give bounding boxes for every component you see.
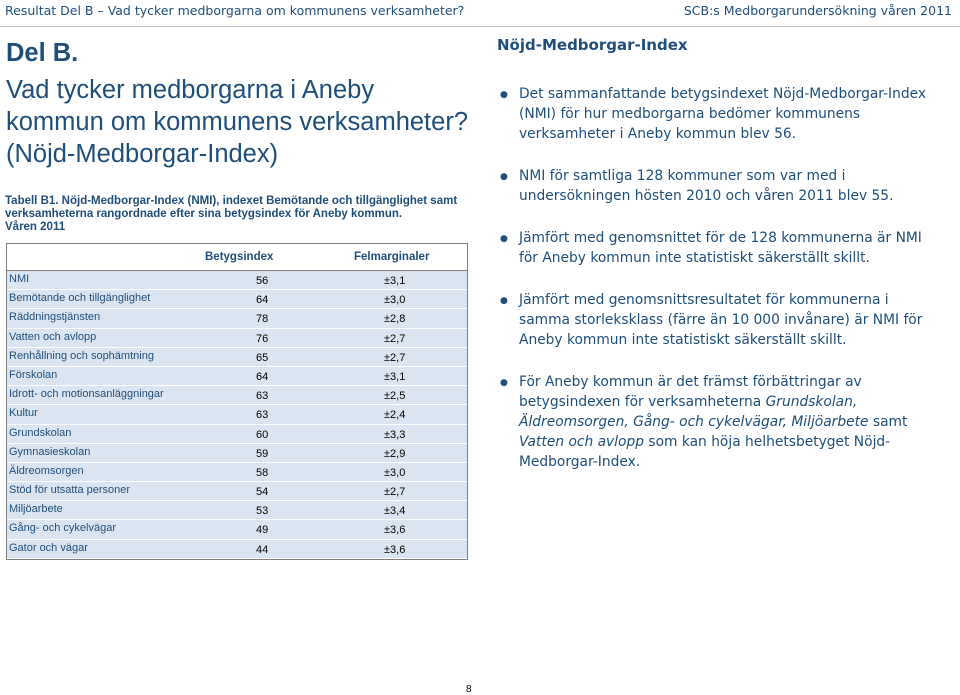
table-row bbox=[7, 405, 467, 424]
row-margin: ±3,6 bbox=[384, 524, 406, 537]
row-margin: ±2,7 bbox=[384, 486, 406, 499]
row-margin: ±3,0 bbox=[384, 294, 406, 307]
row-score: 59 bbox=[256, 447, 269, 460]
page-number: 8 bbox=[466, 684, 472, 695]
row-name: Gymnasieskolan bbox=[9, 445, 91, 458]
table-row bbox=[7, 501, 467, 520]
row-name: Äldreomsorgen bbox=[9, 464, 84, 477]
row-name: Räddningstjänsten bbox=[9, 311, 101, 324]
summary-item-text: Jämfört med genomsnittet för de 128 kommunerna är NMI för Aneby kommun inte statistiskt säkerställt skillt. bbox=[519, 230, 922, 266]
row-margin: ±3,4 bbox=[384, 505, 406, 518]
row-margin: ±3,1 bbox=[384, 370, 406, 383]
row-score: 76 bbox=[256, 332, 269, 345]
summary-text-items: Grundskolan, Äldreomsorgen, Gång- och cykelvägar, Miljöarbete bbox=[519, 394, 869, 430]
bullet-icon: ● bbox=[500, 90, 508, 100]
table-caption-text: Tabell B1. Nöjd-Medborgar-Index (NMI), indexet Bemötande och tillgänglighet samt verksamheterna rangordnade efter sina betygsindex för Aneby kommun. bbox=[5, 195, 458, 220]
summary-text-last: Vatten och avlopp bbox=[519, 434, 645, 450]
summary-text-mid: samt bbox=[868, 414, 908, 430]
row-margin: ±3,3 bbox=[384, 428, 406, 441]
row-name: Vatten och avlopp bbox=[9, 330, 97, 343]
row-margin: ±2,9 bbox=[384, 447, 406, 460]
bullet-icon: ● bbox=[500, 234, 508, 244]
row-score: 63 bbox=[256, 409, 269, 422]
summary-title: Nöjd-Medborgar-Index bbox=[497, 36, 688, 54]
table-row bbox=[7, 386, 467, 405]
row-name: Kultur bbox=[9, 407, 38, 420]
row-score: 65 bbox=[256, 351, 269, 364]
nmi-table bbox=[6, 243, 468, 560]
bullet-icon: ● bbox=[500, 378, 508, 388]
header-left-text: Resultat Del B – Vad tycker medborgarna om kommunens verksamheter? bbox=[5, 3, 465, 18]
row-score: 44 bbox=[256, 543, 269, 556]
table-row bbox=[7, 463, 467, 482]
bullet-icon: ● bbox=[500, 172, 508, 182]
row-name: Renhållning och sophämtning bbox=[9, 349, 154, 362]
row-score: 56 bbox=[256, 275, 269, 287]
summary-item-text: Det sammanfattande betygsindexet Nöjd-Medborgar-Index (NMI) för hur medborgarna bedömer kommunens verksamheter i Aneby kommun blev 56. bbox=[519, 86, 927, 142]
table-row bbox=[7, 425, 467, 444]
row-margin: ±2,4 bbox=[384, 409, 406, 422]
bullet-icon: ● bbox=[500, 296, 508, 306]
row-score: 49 bbox=[256, 524, 269, 537]
table-row bbox=[7, 520, 467, 539]
table-row bbox=[7, 540, 467, 559]
row-margin: ±2,7 bbox=[384, 351, 406, 364]
table-row bbox=[7, 309, 467, 328]
row-margin: ±2,5 bbox=[384, 390, 406, 403]
summary-item-text: NMI för samtliga 128 kommuner som var med i undersökningen hösten 2010 och våren 2011 blev 55. bbox=[519, 168, 894, 204]
heading-title: Vad tycker medborgarna i Aneby kommun om kommunens verksamheter? (Nöjd-Medborgar-Index) bbox=[6, 76, 469, 168]
row-score: 64 bbox=[256, 294, 269, 307]
row-score: 58 bbox=[256, 466, 269, 479]
row-margin: ±3,0 bbox=[384, 466, 406, 479]
table-row bbox=[7, 367, 467, 386]
summary-panel bbox=[497, 36, 937, 494]
table-row bbox=[7, 482, 467, 501]
summary-list bbox=[497, 84, 937, 472]
summary-text-post: som kan höja helhetsbetyget Nöjd-Medborgar-Index. bbox=[519, 434, 891, 470]
row-name: NMI bbox=[9, 273, 30, 285]
row-score: 64 bbox=[256, 370, 269, 383]
header-right-text: SCB:s Medborgarundersökning våren 2011 bbox=[683, 3, 952, 18]
summary-item-text bbox=[519, 374, 907, 470]
row-score: 53 bbox=[256, 505, 269, 518]
summary-item bbox=[500, 228, 937, 268]
row-name: Miljöarbete bbox=[9, 503, 63, 516]
table-row bbox=[7, 348, 467, 367]
table-body bbox=[7, 271, 467, 559]
row-score: 60 bbox=[256, 428, 269, 441]
section-heading bbox=[6, 37, 476, 170]
table-caption bbox=[5, 195, 475, 234]
column-header-score: Betygsindex bbox=[205, 251, 274, 263]
table-row bbox=[7, 271, 467, 290]
table-header bbox=[7, 244, 467, 271]
row-score: 63 bbox=[256, 390, 269, 403]
table-row bbox=[7, 290, 467, 309]
row-score: 54 bbox=[256, 486, 269, 499]
summary-item bbox=[500, 290, 937, 350]
row-margin: ±2,8 bbox=[384, 313, 406, 326]
row-name: Gator och vägar bbox=[9, 541, 88, 554]
table-row bbox=[7, 444, 467, 463]
row-margin: ±2,7 bbox=[384, 332, 406, 345]
table-caption-sub: Våren 2011 bbox=[5, 221, 66, 233]
row-name: Förskolan bbox=[9, 368, 58, 381]
page-header bbox=[0, 0, 960, 27]
row-margin: ±3,1 bbox=[384, 275, 406, 287]
row-margin: ±3,6 bbox=[384, 543, 406, 556]
row-name: Gång- och cykelvägar bbox=[9, 522, 116, 535]
summary-item bbox=[500, 372, 937, 472]
table-row bbox=[7, 329, 467, 348]
summary-item bbox=[500, 166, 937, 206]
row-name: Idrott- och motionsanläggningar bbox=[9, 388, 164, 401]
heading-part: Del B. bbox=[6, 39, 79, 67]
row-name: Stöd för utsatta personer bbox=[9, 484, 131, 497]
row-score: 78 bbox=[256, 313, 269, 326]
row-name: Bemötande och tillgänglighet bbox=[9, 292, 151, 305]
summary-item bbox=[500, 84, 937, 144]
summary-text-pre: För Aneby kommun är det främst förbättringar av betygsindexen för verksamheterna bbox=[519, 374, 862, 410]
summary-item-text: Jämfört med genomsnittsresultatet för kommunerna i samma storleksklass (färre än 10 000 invånare) är NMI för Aneby kommun inte statistiskt säkerställt skillt. bbox=[519, 292, 923, 348]
column-header-margin: Felmarginaler bbox=[354, 251, 430, 263]
row-name: Grundskolan bbox=[9, 426, 72, 439]
